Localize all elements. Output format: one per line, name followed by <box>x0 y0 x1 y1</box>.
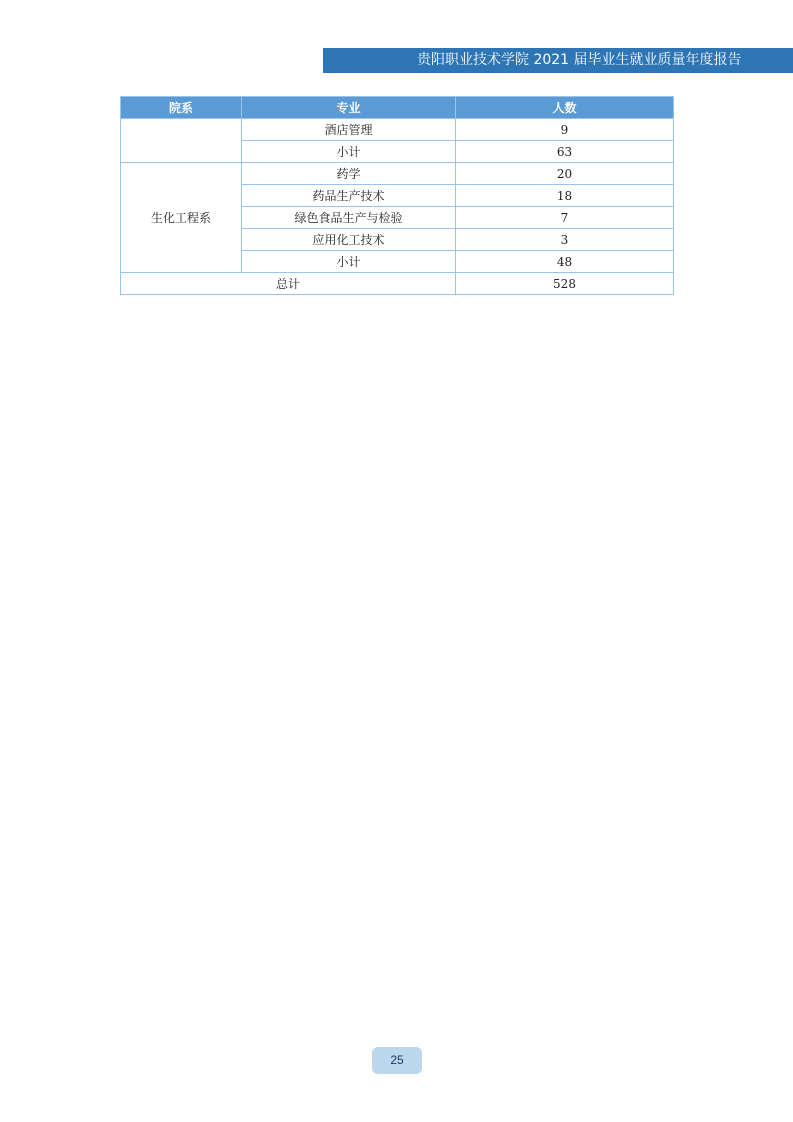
department-cell-empty <box>121 119 242 163</box>
subtotal-count-cell: 63 <box>456 141 674 163</box>
page-number-badge <box>372 1047 422 1074</box>
report-header-bar <box>323 48 793 73</box>
employment-table <box>120 96 674 295</box>
major-cell: 绿色食品生产与检验 <box>242 207 456 229</box>
subtotal-label-cell: 小计 <box>242 141 456 163</box>
column-header-count: 人数 <box>456 97 674 119</box>
major-cell: 酒店管理 <box>242 119 456 141</box>
column-header-department: 院系 <box>121 97 242 119</box>
table-row <box>121 119 674 141</box>
column-header-major: 专业 <box>242 97 456 119</box>
total-row <box>121 273 674 295</box>
table-header-row <box>121 97 674 119</box>
count-cell: 20 <box>456 163 674 185</box>
count-cell: 9 <box>456 119 674 141</box>
count-cell: 3 <box>456 229 674 251</box>
count-cell: 7 <box>456 207 674 229</box>
count-cell: 18 <box>456 185 674 207</box>
table-row <box>121 163 674 185</box>
page-number: 25 <box>390 1053 404 1067</box>
total-count-cell: 528 <box>456 273 674 295</box>
report-title: 贵阳职业技术学院 2021 届毕业生就业质量年度报告 <box>417 52 742 68</box>
department-cell: 生化工程系 <box>121 163 242 273</box>
major-cell: 应用化工技术 <box>242 229 456 251</box>
total-label-cell: 总计 <box>121 273 456 295</box>
major-cell: 药学 <box>242 163 456 185</box>
subtotal-label-cell: 小计 <box>242 251 456 273</box>
major-cell: 药品生产技术 <box>242 185 456 207</box>
subtotal-count-cell: 48 <box>456 251 674 273</box>
